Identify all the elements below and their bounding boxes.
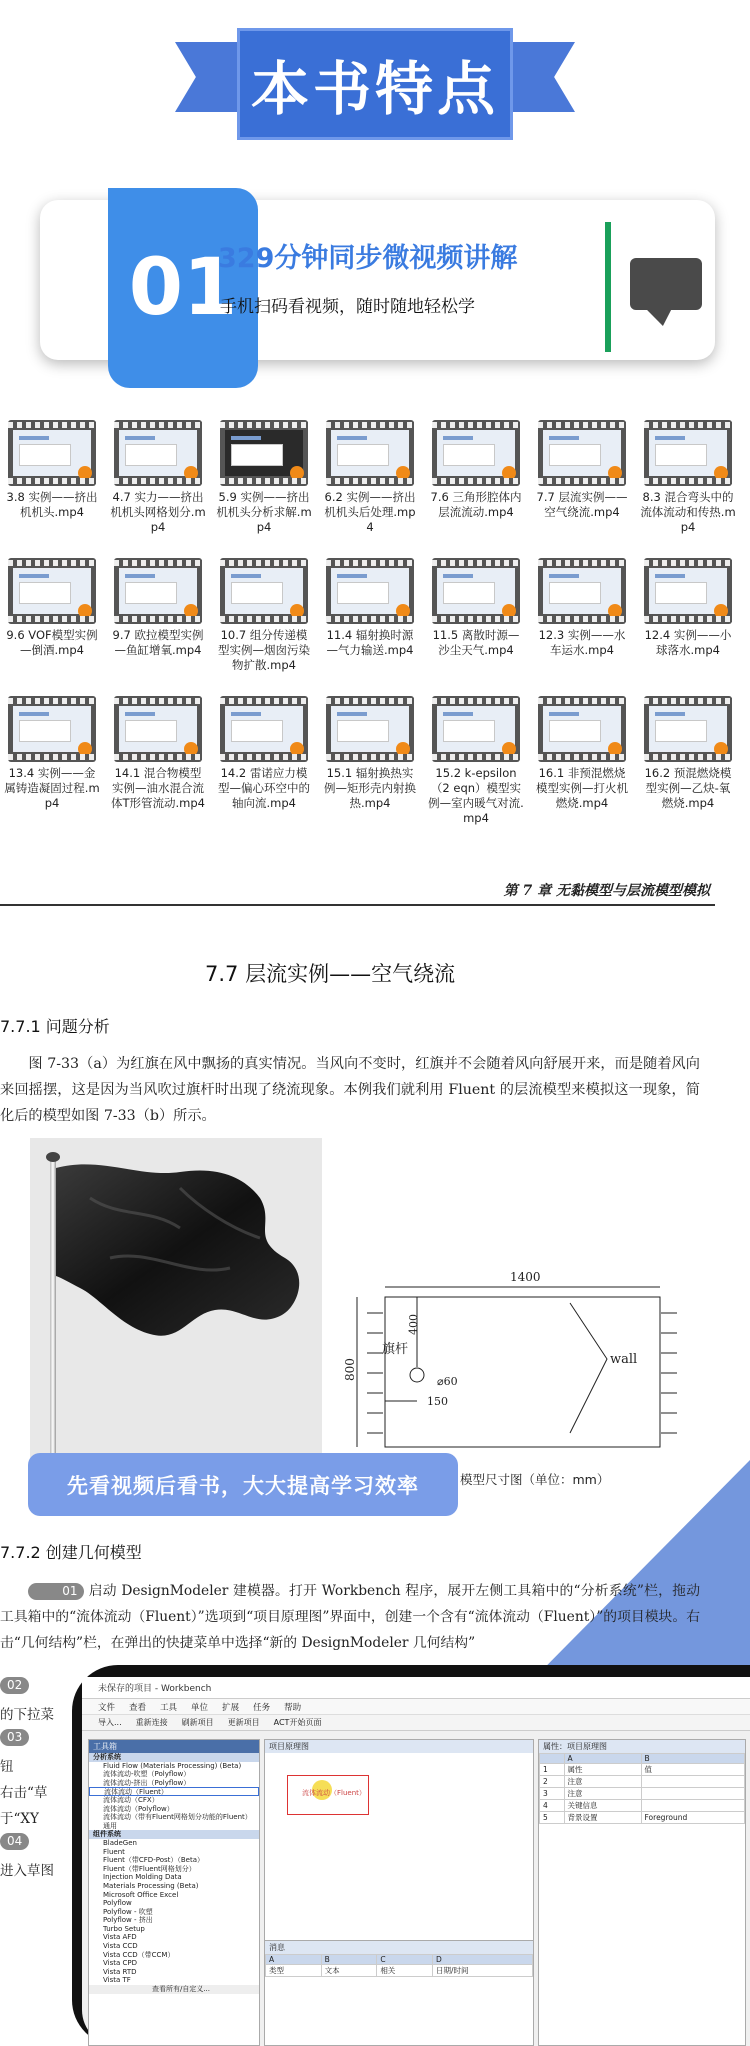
play-icon[interactable] [396, 604, 410, 618]
props-cell [641, 1800, 744, 1812]
inlet-arrows [367, 1313, 383, 1433]
play-icon[interactable] [184, 604, 198, 618]
video-item[interactable] [640, 558, 736, 688]
video-item[interactable] [428, 696, 524, 826]
toolbar-button[interactable]: 导入... [98, 1718, 122, 1727]
menu-item[interactable]: 单位 [191, 1702, 209, 1713]
video-thumbnail[interactable] [326, 558, 414, 624]
video-label: 14.1 混合物模型实例—油水混合流体T形管流动.mp4 [111, 766, 205, 810]
video-label: 4.7 实力——挤出机机头网格划分.mp4 [110, 490, 206, 534]
feature-card [40, 200, 715, 360]
toolbox-group[interactable]: 分析系统 [89, 1753, 259, 1762]
toolbox-item[interactable]: 流体流动（带有Fluent网格划分功能的Fluent） [103, 1813, 252, 1822]
messages-header: 相关 [377, 1965, 433, 1977]
paragraph-problem-analysis: 图 7-33（a）为红旗在风中飘扬的真实情况。当风向不变时，红旗并不会随着风向舒展开来，而是随着风向来回摇摆，这是因为当风吹过旗杆时出现了绕流现象。本例我们就利用 Fluent 的层流模型来模拟这一现象，简化后的模型如图 7-33（b）所示。 [0, 1056, 700, 1124]
toolbox-item[interactable]: 流体流动-挤出（Polyflow） [103, 1778, 191, 1787]
step-2-fragment [0, 1677, 33, 1694]
messages-header: 类型 [266, 1965, 322, 1977]
video-thumbnail[interactable] [644, 558, 732, 624]
play-icon[interactable] [184, 466, 198, 480]
project-canvas[interactable] [265, 1753, 533, 1935]
video-label: 7.7 层流实例——空气绕流.mp4 [536, 490, 628, 519]
play-icon[interactable] [396, 742, 410, 756]
props-cell: 5 [540, 1812, 565, 1824]
feature-title: 329分钟同步微视频讲解 [218, 243, 518, 274]
props-col: B [641, 1754, 744, 1764]
pole-label: 旗杆 [382, 1342, 409, 1357]
video-thumbnail[interactable] [644, 696, 732, 762]
step-3-fragment [0, 1729, 33, 1746]
toolbox-item[interactable]: Polyflow - 挤出 [103, 1916, 153, 1925]
toolbox-item[interactable]: Materials Processing (Beta) [103, 1881, 199, 1890]
video-item[interactable] [322, 696, 418, 826]
play-icon[interactable] [78, 604, 92, 618]
video-thumbnail[interactable] [644, 420, 732, 486]
toolbox-item[interactable]: 流体流动（Fluent） [89, 1787, 259, 1796]
video-item[interactable] [4, 558, 100, 688]
video-label: 5.9 实例——挤出机机头分析求解.mp4 [216, 490, 312, 534]
video-item[interactable] [640, 420, 736, 550]
video-item[interactable] [110, 696, 206, 826]
step-3-text-fragment-3: 于“XY [0, 1811, 39, 1827]
toolbox-item[interactable]: Polyflow - 吹塑 [103, 1907, 153, 1916]
toolbox-item[interactable]: Vista CPD [103, 1959, 137, 1968]
menu-item[interactable]: 查看 [129, 1702, 147, 1713]
messages-table [265, 1954, 533, 1977]
toolbox-item[interactable]: Fluent [103, 1847, 125, 1856]
video-item[interactable] [4, 420, 100, 550]
video-thumbnail[interactable] [326, 696, 414, 762]
fluent-system-cell[interactable] [287, 1775, 369, 1815]
video-thumbnail[interactable] [8, 696, 96, 762]
menu-bar [82, 1699, 750, 1715]
props-row[interactable] [540, 1800, 745, 1812]
chapter-divider [0, 904, 715, 906]
props-cell: 1 [540, 1764, 565, 1776]
video-label: 15.1 辐射换热实例—矩形壳内射换热.mp4 [324, 766, 416, 810]
dim-diameter: ⌀60 [437, 1375, 458, 1388]
step-2-number: 02 [0, 1677, 29, 1694]
props-cell: 3 [540, 1788, 565, 1800]
chat-bubble-icon [630, 258, 702, 310]
messages-header: 文本 [321, 1965, 377, 1977]
workbench-screenshot [82, 1677, 750, 2046]
window-title: 未保存的项目 - Workbench [82, 1677, 750, 1699]
menu-item[interactable]: 扩展 [222, 1702, 240, 1713]
play-icon[interactable] [396, 466, 410, 480]
step-1-number: 01 [28, 1583, 85, 1600]
step-4-fragment [0, 1833, 33, 1850]
project-title: 项目原理图 [265, 1740, 533, 1753]
video-label: 8.3 混合弯头中的流体流动和传热.mp4 [640, 490, 736, 534]
toolbar-button[interactable]: 刷新项目 [181, 1718, 214, 1727]
video-label: 12.4 实例——小球落水.mp4 [644, 628, 732, 657]
video-label: 9.6 VOF模型实例—倒酒.mp4 [6, 628, 98, 657]
toolbox-item[interactable]: Vista CCD [103, 1942, 138, 1951]
flagpole-circle [410, 1368, 424, 1382]
video-label: 10.7 组分传递模型实例—烟囱污染物扩散.mp4 [218, 628, 310, 672]
video-thumbnail[interactable] [8, 558, 96, 624]
props-cell: Foreground [641, 1812, 744, 1824]
properties-pane [538, 1739, 746, 2046]
tool-bar [82, 1715, 750, 1731]
video-label: 9.7 欧拉模型实例—鱼缸增氧.mp4 [112, 628, 204, 657]
play-icon[interactable] [608, 466, 622, 480]
video-item[interactable] [640, 696, 736, 826]
promo-pill [28, 1453, 458, 1516]
video-thumbnail[interactable] [538, 696, 626, 762]
video-label: 7.6 三角形腔体内层流流动.mp4 [430, 490, 522, 519]
subsection-title-2: 7.7.2 创建几何模型 [0, 1543, 142, 1562]
subsection-title-1: 7.7.1 问题分析 [0, 1017, 110, 1036]
messages-panel [265, 1940, 533, 2045]
video-item[interactable] [216, 696, 312, 826]
title-banner [175, 28, 575, 143]
props-col: A [564, 1754, 641, 1764]
messages-col: B [321, 1955, 377, 1965]
toolbar-button[interactable]: 更新项目 [227, 1718, 260, 1727]
step-4-number: 04 [0, 1833, 29, 1850]
props-cell: 注意 [564, 1788, 641, 1800]
step-4-text-fragment: 进入草图 [0, 1863, 54, 1879]
video-label: 6.2 实例——挤出机机头后处理.mp4 [324, 490, 416, 534]
play-icon[interactable] [502, 604, 516, 618]
phone-mockup [72, 1665, 750, 2046]
wall-leader [570, 1303, 607, 1433]
play-icon[interactable] [608, 604, 622, 618]
video-thumbnail[interactable] [8, 420, 96, 486]
toolbox-item[interactable]: Fluent（带Fluent网格划分） [103, 1864, 196, 1873]
props-cell: 注意 [564, 1776, 641, 1788]
video-label: 11.5 离散时源—沙尘天气.mp4 [432, 628, 520, 657]
banner-title: 本书特点 [250, 55, 499, 123]
toolbox-item[interactable]: 流体流动（Polyflow） [103, 1804, 174, 1813]
props-cell: 背景设置 [564, 1812, 641, 1824]
chapter-header: 第 7 章 无黏模型与层流模型模拟 [503, 883, 710, 899]
dim-width: 1400 [510, 1270, 541, 1284]
play-icon[interactable] [502, 466, 516, 480]
video-item[interactable] [534, 558, 630, 688]
play-icon[interactable] [714, 466, 728, 480]
step-3-text-fragment-1: 钮 [0, 1759, 14, 1775]
menu-item[interactable]: 任务 [253, 1702, 271, 1713]
toolbox-item[interactable]: 流体流动（CFX） [103, 1795, 159, 1804]
props-cell: 4 [540, 1800, 565, 1812]
toolbox-item[interactable]: Vista RTD [103, 1967, 137, 1976]
promo-text: 先看视频后看书，大大提高学习效率 [67, 1473, 419, 1498]
messages-col: C [377, 1955, 433, 1965]
project-schematic-pane [264, 1739, 534, 2046]
toolbox-item[interactable]: BladeGen [103, 1838, 137, 1847]
video-thumbnail[interactable] [220, 420, 308, 486]
video-item[interactable] [428, 420, 524, 550]
props-row[interactable] [540, 1776, 745, 1788]
step-1-text: 启动 DesignModeler 建模器。打开 Workbench 程序，展开左侧工具箱中的“分析系统”栏，拖动工具箱中的“流体流动（Fluent）”选项到“项目原理图”界面中，创建一个含有“流体流动（Fluent）”的项目模块。右击“几何结构”栏，在弹出的快捷菜单中选择“新的 DesignModeler 几何结构” [0, 1583, 700, 1651]
video-label: 14.2 雷诺应力模型—偏心环空中的轴向流.mp4 [218, 766, 310, 810]
video-thumbnail[interactable] [326, 420, 414, 486]
props-cell: 属性 [564, 1764, 641, 1776]
video-item[interactable] [534, 420, 630, 550]
video-thumbnail[interactable] [220, 696, 308, 762]
menu-item[interactable]: 文件 [98, 1702, 116, 1713]
video-thumbnail[interactable] [432, 696, 520, 762]
toolbox-item[interactable]: Fluent（带CFD-Post）（Beta） [103, 1856, 205, 1865]
messages-title: 消息 [265, 1941, 533, 1954]
video-label: 13.4 实例——金属铸造凝固过程.mp4 [4, 766, 100, 810]
fluent-cell-label: 流体流动（Fluent） [302, 1789, 366, 1797]
video-thumbnail[interactable] [432, 420, 520, 486]
messages-col: A [266, 1955, 322, 1965]
play-icon[interactable] [714, 742, 728, 756]
props-row[interactable] [540, 1812, 745, 1824]
toolbox-item[interactable]: Microsoft Office Excel [103, 1890, 179, 1899]
video-thumbnail[interactable] [432, 558, 520, 624]
props-cell: 值 [641, 1764, 744, 1776]
video-label: 3.8 实例——挤出机机头.mp4 [6, 490, 98, 519]
toolbox-footer[interactable]: 查看所有/自定义... [89, 1985, 259, 1994]
toolbar-button[interactable]: 重新连接 [135, 1718, 168, 1727]
play-icon[interactable] [502, 742, 516, 756]
play-icon[interactable] [184, 742, 198, 756]
step-3-number: 03 [0, 1729, 29, 1746]
video-label: 15.2 k-epsilon（2 eqn）模型实例—室内暖气对流.mp4 [428, 766, 524, 825]
toolbox-pane [88, 1739, 260, 2046]
feature-subtitle: 手机扫码看视频，随时随地轻松学 [220, 297, 475, 317]
toolbox-item[interactable]: Vista TF [103, 1976, 131, 1985]
play-icon[interactable] [290, 742, 304, 756]
toolbox-item[interactable]: 通用 [103, 1821, 117, 1830]
props-cell [641, 1776, 744, 1788]
domain-rect [385, 1297, 660, 1447]
toolbox-item[interactable]: Vista CCD（带CCM） [103, 1950, 175, 1959]
video-thumbnail[interactable] [538, 558, 626, 624]
toolbox-item[interactable]: Vista AFD [103, 1933, 137, 1942]
step-1-paragraph [0, 1578, 700, 1656]
props-cell [641, 1788, 744, 1800]
figure-caption: 模型尺寸图（单位：mm） [460, 1472, 610, 1487]
feature-number-box [108, 188, 258, 388]
video-item[interactable] [322, 420, 418, 550]
video-thumbnail[interactable] [114, 696, 202, 762]
play-icon[interactable] [78, 466, 92, 480]
play-icon[interactable] [290, 466, 304, 480]
flag-photo [30, 1138, 322, 1460]
toolbox-item[interactable]: Fluid Flow (Materials Processing) (Beta) [103, 1761, 242, 1770]
props-title: 属性：项目原理图 [539, 1740, 745, 1753]
dim-pole-y: 400 [407, 1314, 420, 1335]
video-item[interactable] [216, 558, 312, 688]
toolbox-item[interactable]: Injection Molding Data [103, 1873, 182, 1882]
dim-height: 800 [343, 1358, 357, 1381]
step-3-text-fragment-2: 右击“草 [0, 1785, 48, 1801]
play-icon[interactable] [714, 604, 728, 618]
section-title: 7.7 层流实例——空气绕流 [205, 962, 456, 986]
toolbox-title: 工具箱 [89, 1740, 259, 1753]
video-label: 16.2 预混燃烧模型实例—乙炔-氧燃烧.mp4 [644, 766, 732, 810]
wall-label: wall [610, 1352, 638, 1367]
props-row[interactable] [540, 1788, 745, 1800]
toolbox-group[interactable]: 组件系统 [89, 1830, 259, 1839]
model-dimension-diagram [343, 1270, 690, 1463]
video-thumbnail[interactable] [114, 558, 202, 624]
props-cell: 关键信息 [564, 1800, 641, 1812]
menu-item[interactable]: 工具 [160, 1702, 178, 1713]
toolbox-item[interactable]: Polyflow [103, 1899, 132, 1908]
toolbox-item[interactable]: 流体流动-吹塑（Polyflow） [103, 1770, 191, 1779]
feature-accent-bar [605, 222, 611, 352]
video-item[interactable] [4, 696, 100, 826]
toolbox-list [89, 1753, 259, 1985]
props-cell: 2 [540, 1776, 565, 1788]
video-label: 16.1 非预混燃烧模型实例—打火机燃烧.mp4 [536, 766, 628, 810]
video-label: 11.4 辐射换时源—气力输送.mp4 [326, 628, 414, 657]
menu-item[interactable]: 帮助 [284, 1702, 302, 1713]
messages-header: 日期/时间 [432, 1965, 532, 1977]
video-item[interactable] [110, 558, 206, 688]
banner-main [237, 28, 513, 140]
video-label: 12.3 实例——水车运水.mp4 [538, 628, 626, 657]
video-item[interactable] [322, 558, 418, 688]
play-icon[interactable] [78, 742, 92, 756]
play-icon[interactable] [608, 742, 622, 756]
video-item[interactable] [534, 696, 630, 826]
video-item[interactable] [428, 558, 524, 688]
props-row[interactable] [540, 1764, 745, 1776]
video-thumbnail[interactable] [220, 558, 308, 624]
feature-number: 01 [128, 243, 238, 333]
video-item[interactable] [216, 420, 312, 550]
toolbar-button[interactable]: ACT开始页面 [273, 1718, 322, 1727]
props-table [539, 1753, 745, 1824]
toolbox-item[interactable]: Turbo Setup [103, 1924, 145, 1933]
step-2-text-fragment: 的下拉菜 [0, 1707, 54, 1723]
video-thumbnail[interactable] [114, 420, 202, 486]
play-icon[interactable] [290, 604, 304, 618]
outlet-arrows [661, 1313, 677, 1433]
dim-pole-x: 150 [427, 1395, 448, 1408]
flag-shape [30, 1138, 322, 1460]
video-thumbnail[interactable] [538, 420, 626, 486]
video-item[interactable] [110, 420, 206, 550]
messages-col: D [432, 1955, 532, 1965]
